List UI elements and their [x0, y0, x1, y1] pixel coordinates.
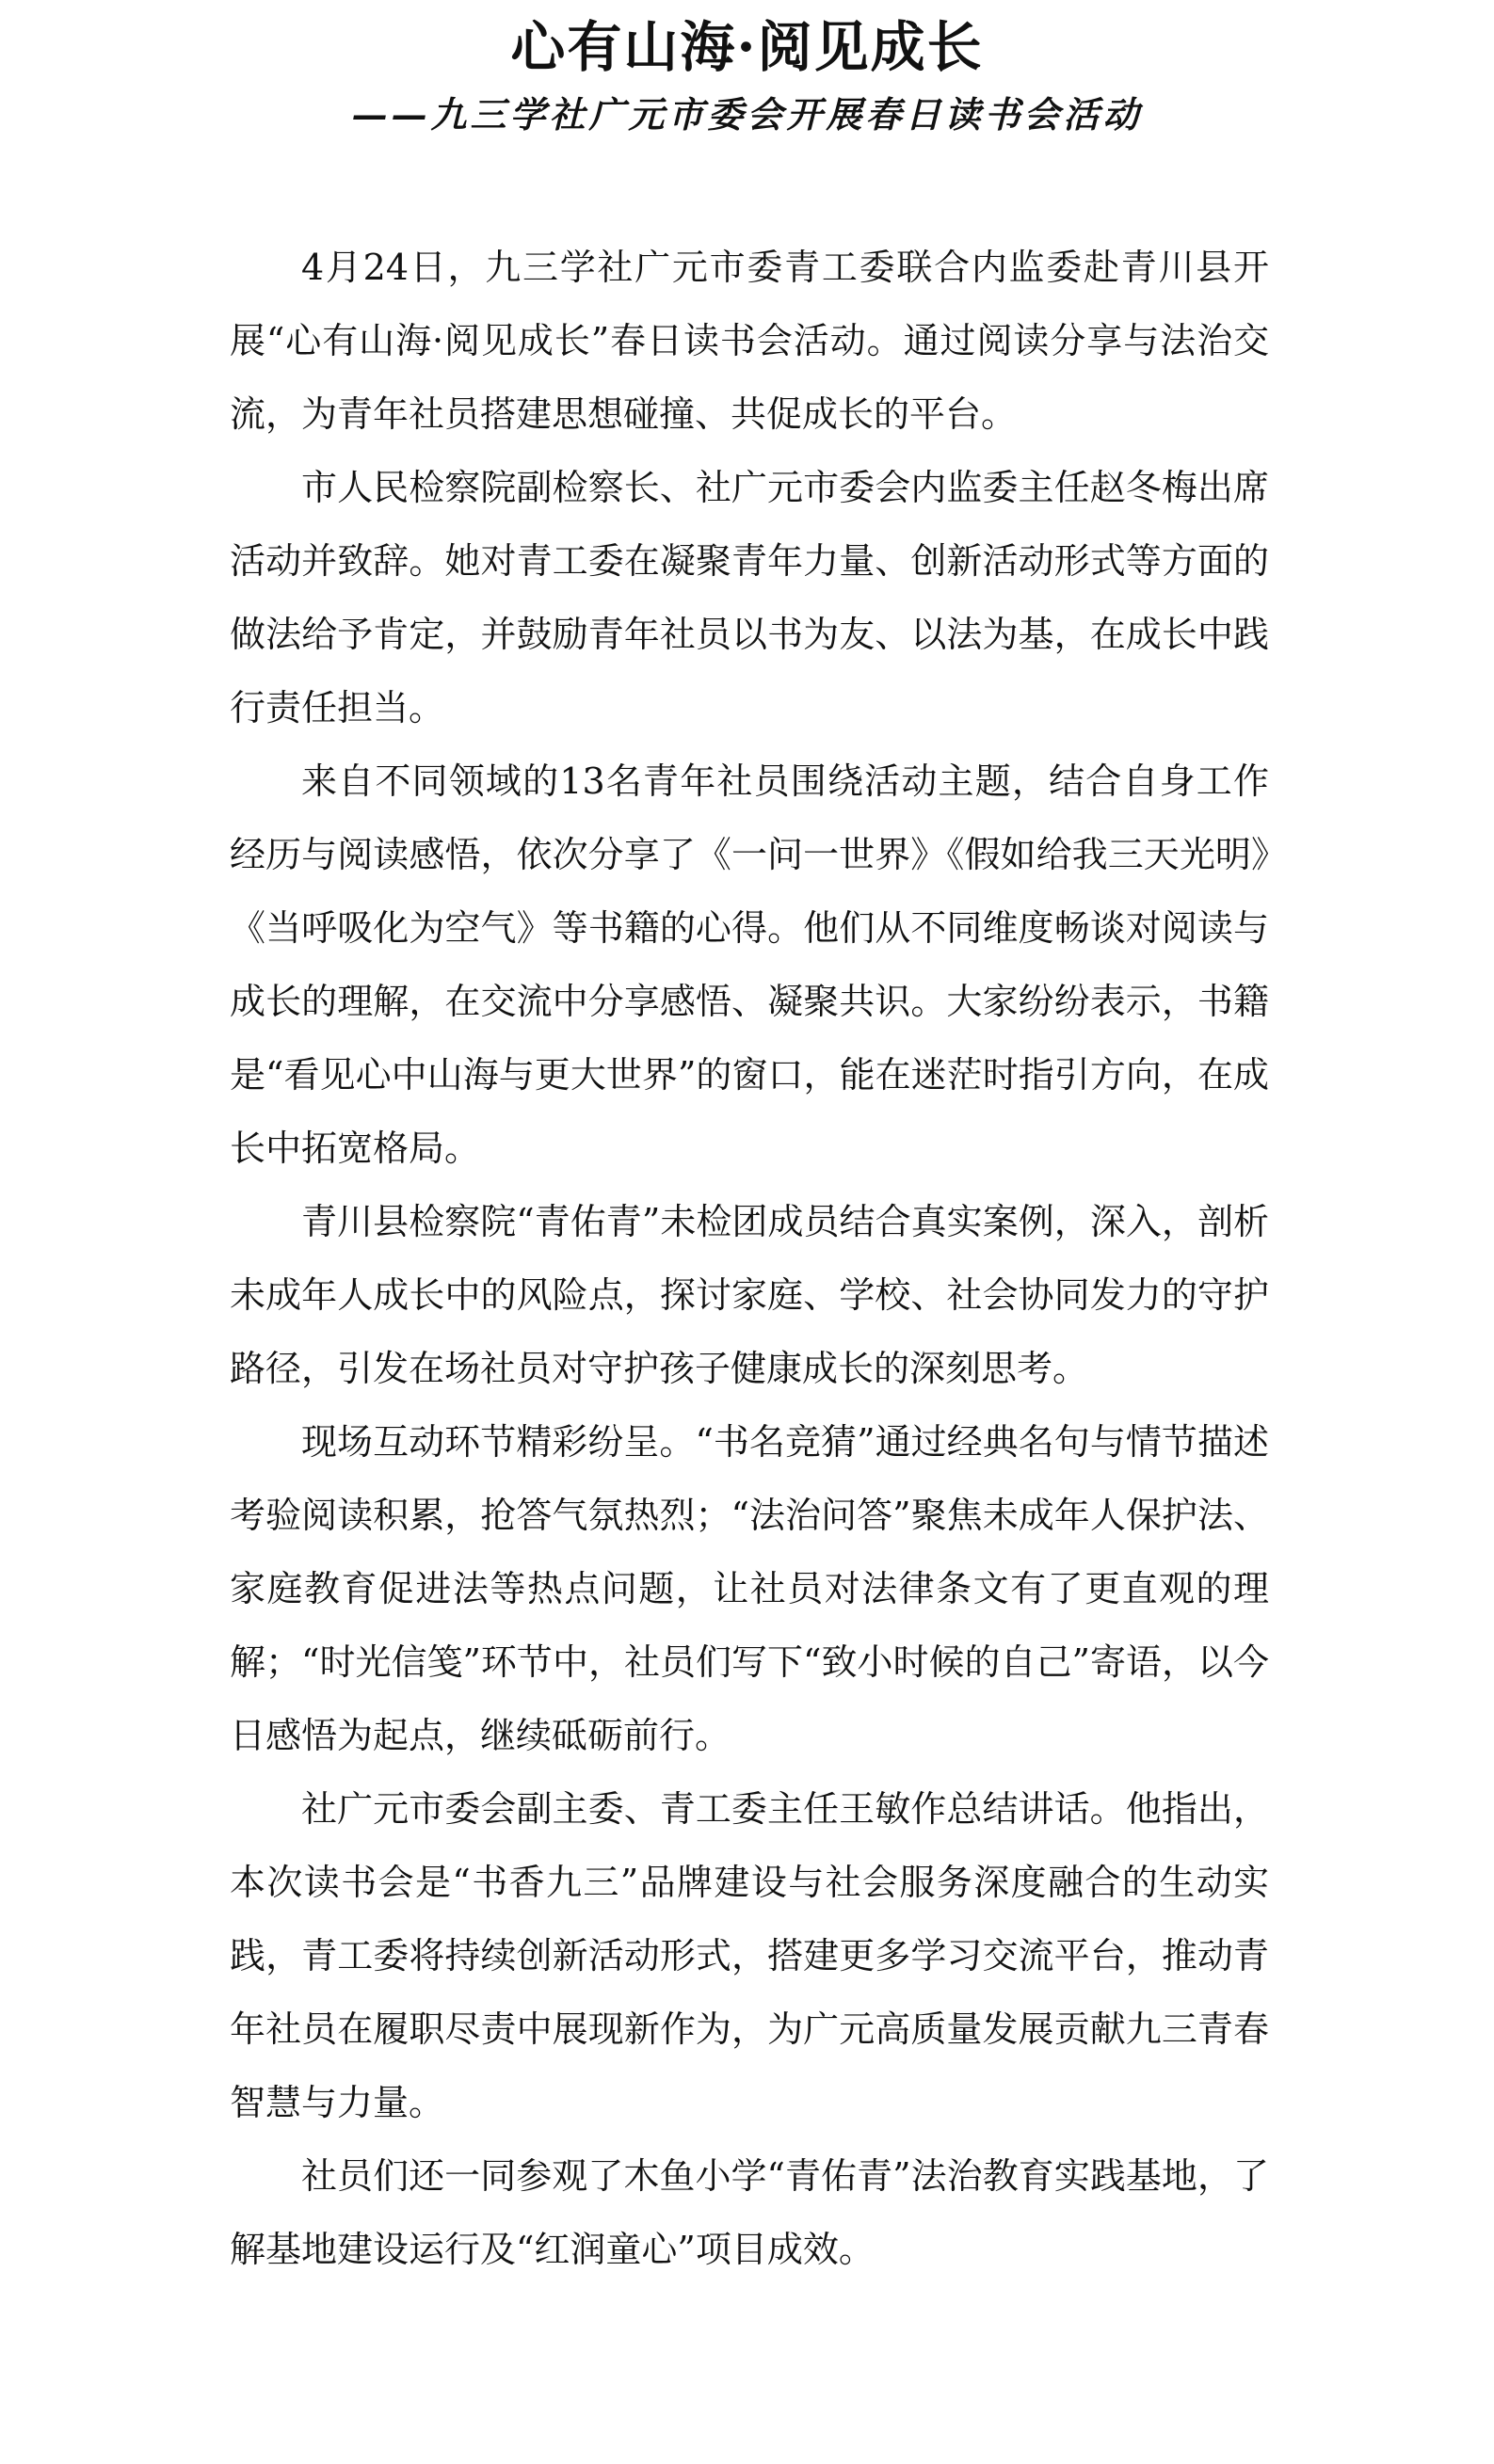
paragraph-7: 社员们还一同参观了木鱼小学“青佑青”法治教育实践基地，了解基地建设运行及“红润童心”项目成效。 — [230, 2155, 1269, 2270]
paragraph-4: 青川县检察院“青佑青”未检团成员结合真实案例，深入，剖析未成年人成长中的风险点，探讨家庭、学校、社会协同发力的守护路径，引发在场社员对守护孩子健康成长的深刻思考。 — [230, 1201, 1269, 1389]
paragraph-6: 社广元市委会副主委、青工委主任王敏作总结讲话。他指出，本次读书会是“书香九三”品牌建设与社会服务深度融合的生动实践，青工委将持续创新活动形式，搭建更多学习交流平台，推动青年社员在履职尽责中展现新作为，为广元高质量发展贡献九三青春智慧与力量。 — [230, 1788, 1269, 2123]
article-subtitle: ——九三学社广元市委会开展春日读书会活动 — [351, 93, 1143, 136]
paragraph-1: 4月24日，九三学社广元市委青工委联合内监委赴青川县开展“心有山海·阅见成长”春日读书会活动。通过阅读分享与法治交流，为青年社员搭建思想碰撞、共促成长的平台。 — [230, 247, 1269, 435]
article-title: 心有山海·阅见成长 — [510, 15, 984, 79]
paragraph-3: 来自不同领域的13名青年社员围绕活动主题，结合自身工作经历与阅读感悟，依次分享了《一问一世界》《假如给我三天光明》《当呼吸化为空气》等书籍的心得。他们从不同维度畅谈对阅读与成长的理解，在交流中分享感悟、凝聚共识。大家纷纷表示，书籍是“看见心中山海与更大世界”的窗口，能在迷茫时指引方向，在成长中拓宽格局。 — [230, 760, 1269, 1169]
article-body — [230, 231, 1269, 2286]
paragraph-5: 现场互动环节精彩纷呈。“书名竞猜”通过经典名句与情节描述考验阅读积累，抢答气氛热烈；“法治问答”聚焦未成年人保护法、家庭教育促进法等热点问题，让社员对法律条文有了更直观的理解；“时光信笺”环节中，社员们写下“致小时候的自己”寄语，以今日感悟为起点，继续砥砺前行。 — [230, 1421, 1269, 1756]
paragraph-2: 市人民检察院副检察长、社广元市委会内监委主任赵冬梅出席活动并致辞。她对青工委在凝聚青年力量、创新活动形式等方面的做法给予肯定，并鼓励青年社员以书为友、以法为基，在成长中践行责任担当。 — [230, 467, 1269, 728]
